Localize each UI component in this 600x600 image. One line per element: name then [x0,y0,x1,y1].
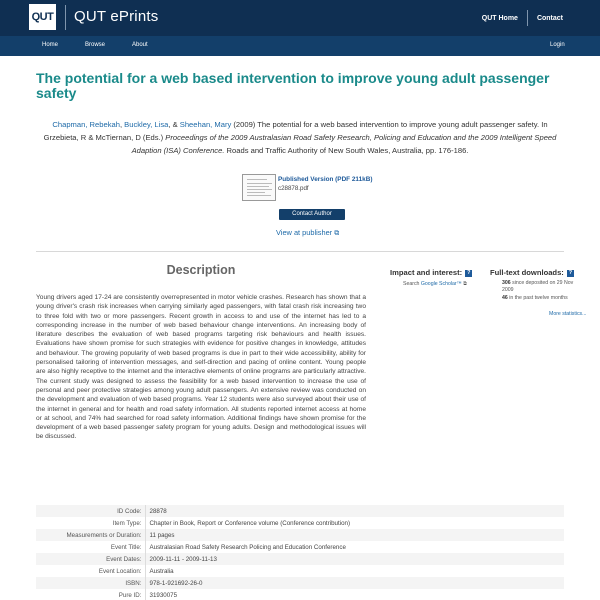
nav-browse[interactable]: Browse [85,42,106,48]
metadata-value: 2009-11-11 - 2009-11-13 [145,553,564,565]
metadata-row [36,505,564,517]
citation-proceedings: Proceedings of the 2009 Australasian Road Safety Research, Policing and Education and the 2009 Intelligent Speed Adaption (ISA) Conference. [131,133,557,155]
metadata-row [36,577,564,589]
page-title: The potential for a web based intervention to improve young adult passenger safety [36,70,550,101]
qut-logo[interactable]: QUT [29,4,56,30]
more-statistics-link[interactable]: More statistics... [549,311,587,317]
site-title[interactable]: QUT ePrints [74,8,159,25]
metadata-label: Measurements or Duration: [36,529,145,541]
google-scholar-search [403,281,467,288]
downloads-recent-count: 46 [502,295,508,301]
metadata-value: Chapter in Book, Report or Conference volume (Conference contribution) [145,517,564,529]
author-separator: , [119,120,125,129]
external-link-icon: ⧉ [334,230,340,237]
help-icon[interactable]: ? [467,270,471,276]
metadata-label: Pure ID: [36,589,145,600]
main-nav [0,36,600,56]
metadata-label: Event Dates: [36,553,145,565]
nav-home[interactable]: Home [42,42,59,48]
metadata-row [36,541,564,553]
metadata-table [36,505,564,600]
section-divider [36,251,564,252]
downloads-total-count: 306 [502,280,511,286]
nav-login[interactable]: Login [550,42,565,48]
downloads-heading [490,268,574,277]
metadata-row [36,589,564,600]
view-at-publisher-link[interactable] [276,228,339,238]
help-icon[interactable]: ? [568,270,573,276]
contact-link[interactable]: Contact [536,14,563,22]
metadata-label: Event Location: [36,565,145,577]
metadata-label: ISBN: [36,577,145,589]
metadata-value: Australia [145,565,564,577]
metadata-value: 11 pages [145,529,564,541]
author-separator: , & [168,120,180,129]
metadata-label: Item Type: [36,517,145,529]
author-link[interactable]: Buckley, Lisa [124,120,169,129]
metadata-row [36,517,564,529]
published-version-link[interactable]: Published Version (PDF 211kB) [278,176,373,183]
citation-text: (2009) The potential for a web based intervention to improve young adult passenger safety. In Grzebieta, R & McTiernan, D (Eds.) [43,120,548,142]
external-link-icon: ⧉ [463,281,468,287]
metadata-label: Event Title: [36,541,145,553]
downloads-recent-text: in the past twelve months [507,295,568,301]
top-links [473,0,572,36]
citation-publisher: Roads and Traffic Authority of New South Wales, Australia, pp. 176-186. [224,146,469,155]
description-heading: Description [166,263,236,277]
metadata-value: 31930075 [145,589,564,600]
metadata-row [36,529,564,541]
downloads-total [502,280,582,294]
contact-author-button[interactable]: Contact Author [279,209,345,220]
impact-heading [390,268,472,277]
citation [36,118,564,157]
google-scholar-link[interactable]: Google Scholar™ [420,281,462,287]
metadata-value: Australasian Road Safety Research Policing and Education Conference [145,541,564,553]
downloads-title: Full-text downloads: [490,268,564,277]
pdf-thumbnail[interactable] [242,174,276,201]
metadata-row [36,553,564,565]
metadata-row [36,565,564,577]
impact-title: Impact and interest: [390,268,463,277]
downloads-total-text: since deposited on 29 Nov 2009 [502,280,574,293]
nav-about[interactable]: About [132,42,148,48]
publisher-link-label: View at publisher [276,228,333,237]
author-link[interactable]: Chapman, Rebekah [52,120,120,129]
pdf-filename: c28878.pdf [278,185,309,192]
author-link[interactable]: Sheehan, Mary [179,120,232,129]
search-prefix: Search [403,281,421,287]
metadata-label: ID Code: [36,505,145,517]
top-header [0,0,600,36]
metadata-value: 28878 [145,505,564,517]
qut-home-link[interactable]: QUT Home [481,14,518,22]
logo-divider [65,5,66,30]
metadata-value: 978-1-921692-26-0 [145,577,564,589]
description-text: Young drivers aged 17-24 are consistently overrepresented in motor vehicle crashes. Research has shown that a young driver's crash risk increases when carrying similarly aged passengers, with fatal crash risk increasing two to three fold with two or more passengers. Recent growth in access to and use of the internet has led to a corresponding increase in the number of web based behaviour change interventions. An increasing body of literature describes the evaluation of web based programs targeting risk behaviours and health issues. Evaluations have shown promise for such strategies with evidence for positive changes in knowledge, attitudes and behaviour. The growing popularity of web based programs is due in part to their wide accessibility, ability for personalised tailoring of intervention messages, and self-direction and pacing of online content. Young people are also highly receptive to the internet and the interactive elements of online programs are particularly attractive. The current study was designed to assess the feasibility for a web based intervention to increase the use of personal and peer protective strategies among young adult passengers. An extensive review was conducted on the development and evaluation of web based programs. Year 12 students were also surveyed about their use of the internet in general and for health and road safety information. All students reported internet access at home or at school, and 74% had searched for road safety information. Additional findings have shown promise for the development of a web based passenger safety program for young adults. Design and methodological issues will be discussed. [36,294,366,441]
downloads-recent [502,295,582,302]
